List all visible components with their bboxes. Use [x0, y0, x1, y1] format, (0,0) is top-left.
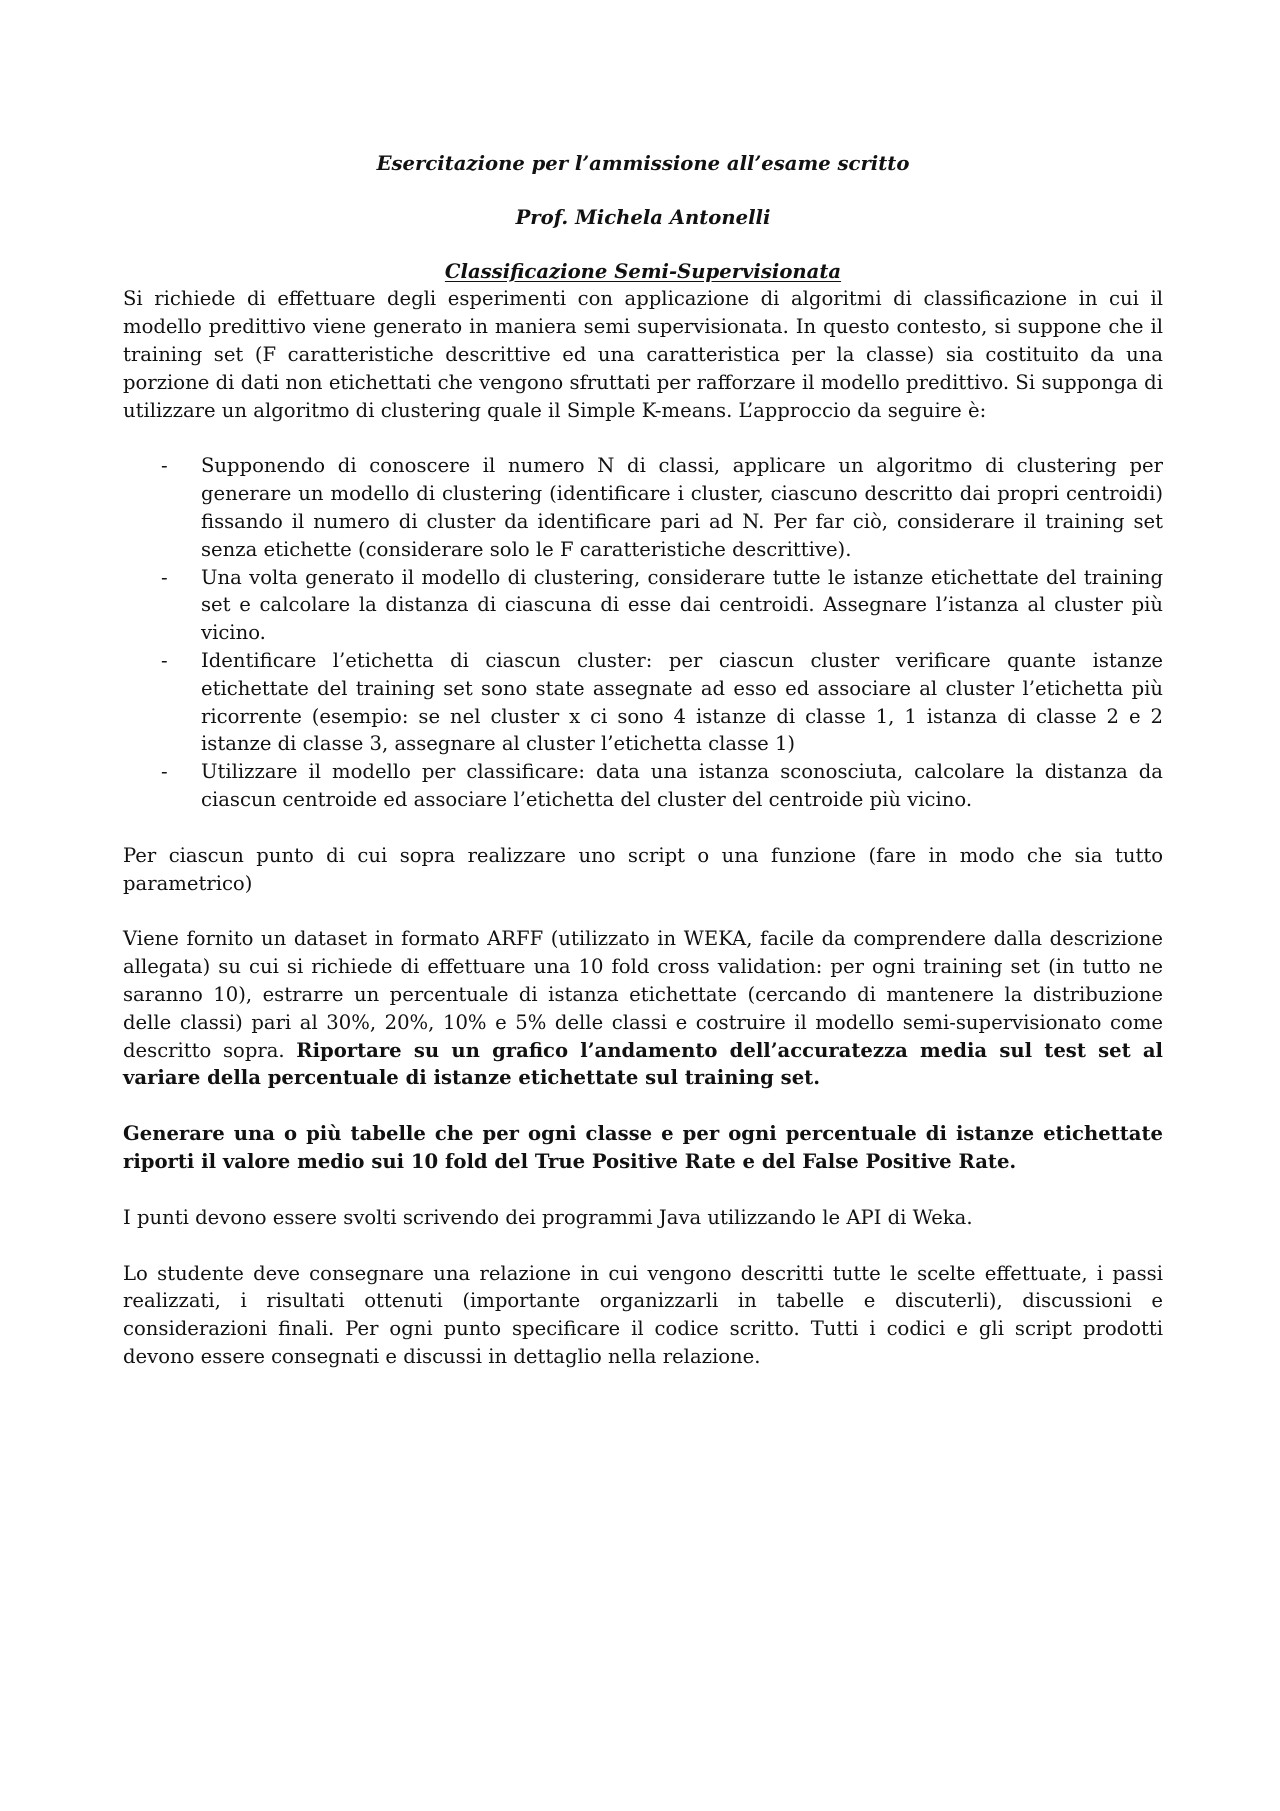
script-paragraph: Per ciascun punto di cui sopra realizzare uno script o una funzione (fare in modo che sia tutto parametrico): [123, 843, 1163, 895]
step-text: Utilizzare il modello per classificare: data una istanza sconosciuta, calcolare la distanza da ciascun centroide ed associare l’etichetta del cluster del centroide più vicino.: [201, 760, 1163, 811]
step-text: Supponendo di conoscere il numero N di classi, applicare un algoritmo di clustering per generare un modello di clustering (identificare i cluster, ciascuno descritto dai propri centroidi) fissando il numero di cluster da identificare pari ad N. Per far ciò, considerare il training set senza etichette (considerare solo le F caratteristiche descrittive).: [201, 454, 1163, 561]
dataset-emphasis: Riportare su un grafico l’andamento dell’accuratezza media sul test set al variare della percentuale di istanze etichettate sul training set.: [123, 1038, 1164, 1090]
dataset-paragraph: [123, 925, 1163, 1092]
list-item: [123, 564, 1163, 647]
document-page: [123, 150, 1163, 1371]
step-text: Identificare l’etichetta di ciascun cluster: per ciascun cluster verificare quante istanze etichettate del training set sono state assegnate ad esso ed associare al cluster l’etichetta più ricorrente (esempio: se nel cluster x ci sono 4 istanze di classe 1, 1 istanza di classe 2 e 2 istanze di classe 3, assegnare al cluster l’etichetta classe 1): [201, 648, 1163, 756]
java-paragraph: I punti devono essere svolti scrivendo dei programmi Java utilizzando le API di Weka.: [123, 1205, 973, 1229]
steps-list: [123, 452, 1163, 813]
list-item: [123, 647, 1163, 758]
report-paragraph: Lo studente deve consegnare una relazione in cui vengono descritti tutte le scelte effettuate, i passi realizzati, i risultati ottenuti (importante organizzarli in tabelle e discuterli), discussioni e considerazioni finali. Per ogni punto specificare il codice scritto. Tutti i codici e gli script prodotti devono essere consegnati e discussi in dettaglio nella relazione.: [123, 1261, 1163, 1368]
dash-bullet: -: [161, 760, 168, 784]
document-title: Esercitazione per l’ammissione all’esame scritto: [376, 152, 910, 175]
list-item: [123, 452, 1163, 563]
list-item: [123, 758, 1163, 814]
step-text: Una volta generato il modello di clustering, considerare tutte le istanze etichettate del training set e calcolare la distanza di ciascuna di esse dai centroidi. Assegnare l’istanza al cluster più vicino.: [201, 565, 1163, 645]
section-heading: Classificazione Semi-Supervisionata: [444, 259, 842, 283]
dataset-text: Viene fornito un dataset in formato ARFF (utilizzato in WEKA, facile da comprendere dalla descrizione allegata) su cui si richiede di effettuare una 10 fold cross validation: per ogni training set (in tutto ne saranno 10), estrarre un percentuale di istanza etichettate (cercando di mantenere la distribuzione delle classi) pari al 30%, 20%, 10% e 5% delle classi e costruire il modello semi-supervisionato come descritto sopra.: [123, 927, 1163, 1062]
dash-bullet: -: [161, 565, 168, 589]
tables-paragraph: Generare una o più tabelle che per ogni classe e per ogni percentuale di istanze etichettate riporti il valore medio sui 10 fold del True Positive Rate e del False Positive Rate.: [123, 1122, 1163, 1173]
document-author: Prof. Michela Antonelli: [515, 205, 771, 229]
dash-bullet: -: [161, 454, 168, 478]
intro-paragraph: Si richiede di effettuare degli esperimenti con applicazione di algoritmi di classificazione in cui il modello predittivo viene generato in maniera semi supervisionata. In questo contesto, si suppone che il training set (F caratteristiche descrittive ed una caratteristica per la classe) sia costituito da una porzione di dati non etichettati che vengono sfruttati per rafforzare il modello predittivo. Si supponga di utilizzare un algoritmo di clustering quale il Simple K-means. L’approccio da seguire è:: [123, 287, 1163, 422]
dash-bullet: -: [161, 648, 168, 672]
